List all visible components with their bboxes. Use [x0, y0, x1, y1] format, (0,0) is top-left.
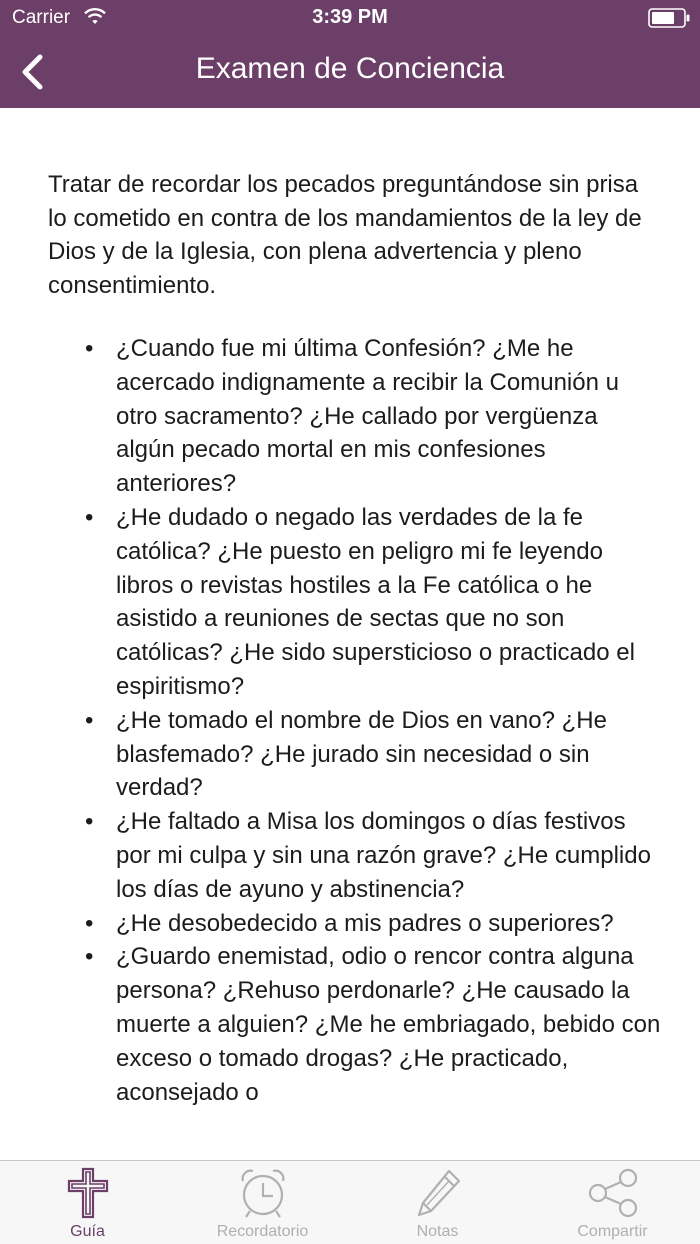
tab-label: Recordatorio: [216, 1223, 309, 1240]
intro-paragraph: Tratar de recordar los pecados preguntándose sin prisa lo cometido en contra de los mandamientos de la ley de Dios y de la Iglesia, con plena advertencia y pleno consentimiento.: [48, 171, 642, 299]
tab-guia[interactable]: [0, 1161, 175, 1244]
carrier-label: Carrier: [12, 7, 71, 28]
pencil-icon: [413, 1167, 463, 1224]
list-item: [85, 940, 661, 1109]
header: [0, 0, 700, 108]
list-item: [85, 704, 661, 805]
status-time: 3:39 PM: [312, 6, 388, 28]
bullet-icon: •: [85, 808, 94, 836]
question-text: ¿He desobedecido a mis padres o superiores?: [116, 909, 614, 937]
cross-icon: [66, 1167, 110, 1224]
tab-compartir[interactable]: [525, 1161, 700, 1244]
list-item: [85, 805, 661, 906]
list-item: [85, 501, 661, 704]
page-title: Examen de Conciencia: [195, 52, 505, 85]
bullet-icon: •: [85, 503, 94, 531]
question-text: ¿Guardo enemistad, odio o rencor contra alguna persona? ¿Rehuso perdonarle? ¿He causado la muerte a alguien? ¿Me he embriagado, bebido con exceso o tomado drogas? ¿He practicado, aconsejado o: [116, 943, 661, 1106]
share-icon: [586, 1167, 640, 1224]
question-text: ¿He dudado o negado las verdades de la fe católica? ¿He puesto en peligro mi fe leyendo libros o revistas hostiles a la Fe católica o he asistido a reuniones de sectas que no son católicas? ¿He sido supersticioso o practicado el espiritismo?: [116, 503, 635, 700]
question-text: ¿Cuando fue mi última Confesión? ¿Me he acercado indignamente a recibir la Comunión u otro sacramento? ¿He callado por vergüenza algún pecado mortal en mis confesiones anteriores?: [116, 335, 619, 498]
battery-icon: [648, 8, 690, 28]
bullet-icon: •: [85, 706, 94, 734]
bullet-icon: •: [85, 943, 94, 971]
status-bar: [0, 0, 700, 36]
question-text: ¿He tomado el nombre de Dios en vano? ¿He blasfemado? ¿He jurado sin necesidad o sin verdad?: [116, 706, 607, 802]
tab-label: Compartir: [577, 1223, 648, 1240]
tab-label: Guía: [70, 1223, 105, 1240]
list-item: [85, 907, 661, 941]
question-text: ¿He faltado a Misa los domingos o días festivos por mi culpa y sin una razón grave? ¿He cumplido los días de ayuno y abstinencia?: [116, 808, 651, 903]
tab-label: Notas: [416, 1223, 459, 1240]
alarm-clock-icon: [237, 1167, 289, 1224]
bullet-icon: •: [85, 335, 94, 362]
tab-notas[interactable]: [350, 1161, 525, 1244]
questions-list: [85, 332, 661, 1109]
bullet-icon: •: [85, 909, 94, 937]
tab-recordatorio[interactable]: [175, 1161, 350, 1244]
tab-bar: [0, 1160, 700, 1244]
list-item: [85, 332, 661, 501]
content-scroll-view[interactable]: [0, 108, 700, 1160]
navigation-bar: [0, 36, 700, 108]
